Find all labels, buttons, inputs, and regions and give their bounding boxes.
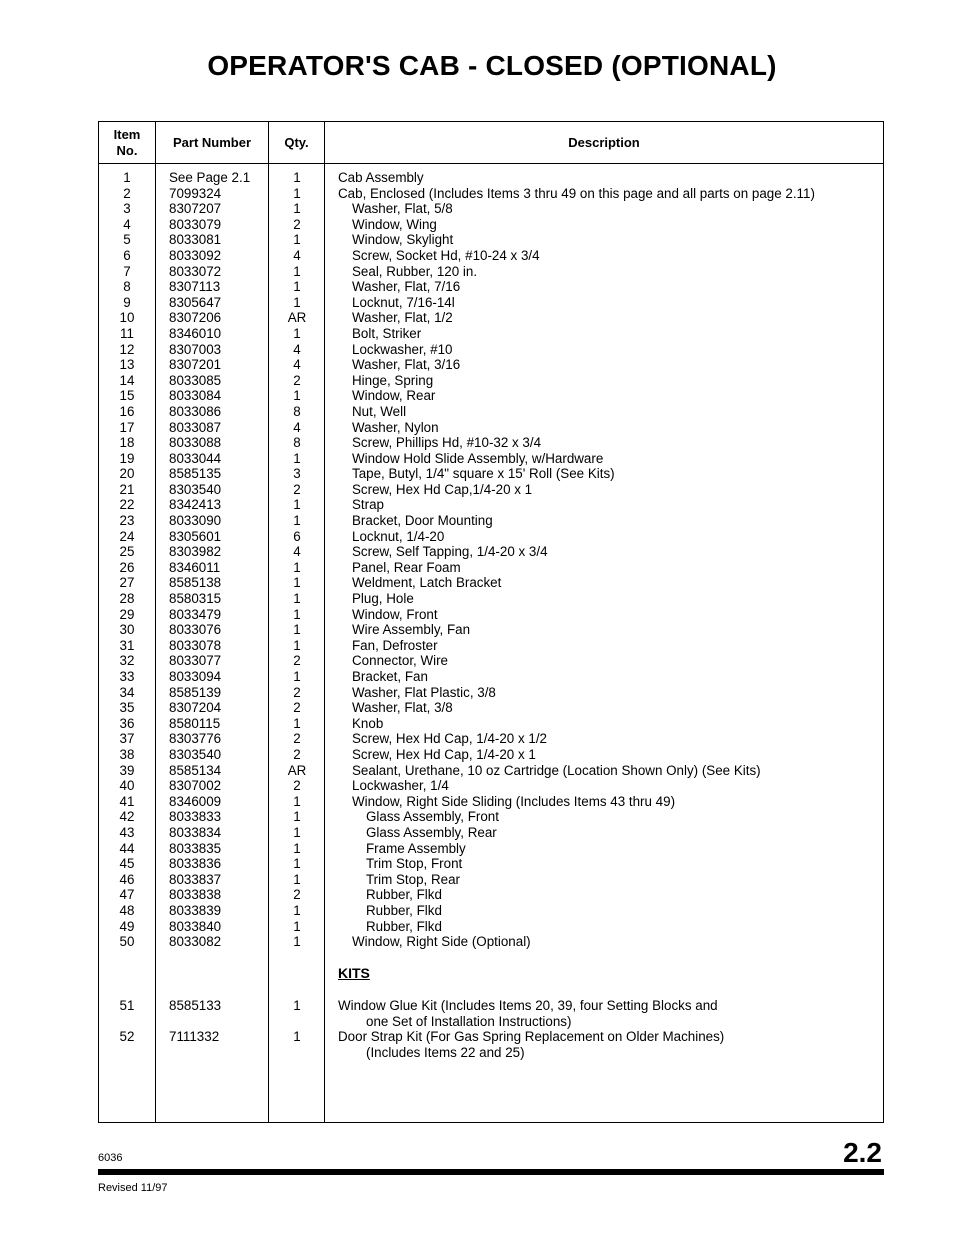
description: Bracket, Door Mounting: [352, 513, 493, 529]
table-row: [99, 825, 883, 841]
table-row: [99, 295, 883, 311]
table-row: [99, 778, 883, 794]
quantity: 4: [293, 341, 301, 357]
kits-heading: KITS: [338, 965, 370, 981]
table-row: [99, 934, 883, 950]
table-row: [99, 497, 883, 513]
part-number: 8303982: [169, 544, 222, 560]
item-number: 46: [119, 871, 135, 887]
table-row: [99, 466, 883, 482]
table-row: [99, 201, 883, 217]
header-item-no: [99, 122, 155, 163]
quantity: 1: [293, 591, 301, 607]
description: Window Glue Kit (Includes Items 20, 39, four Setting Blocks and: [338, 998, 718, 1013]
item-number: 32: [119, 653, 135, 669]
part-number: 8033072: [169, 263, 222, 279]
item-number: 21: [119, 481, 135, 497]
description: Window Hold Slide Assembly, w/Hardware: [352, 450, 604, 466]
table-row: [99, 232, 883, 248]
part-number: 8033081: [169, 232, 222, 248]
description: Washer, Nylon: [352, 419, 439, 435]
item-number: 1: [123, 170, 131, 185]
quantity: AR: [287, 310, 307, 326]
quantity: 6: [293, 528, 301, 544]
item-number: 40: [119, 778, 135, 794]
description: Seal, Rubber, 120 in.: [352, 263, 478, 279]
description: Rubber, Flkd: [366, 887, 442, 903]
table-row: [99, 326, 883, 342]
quantity: 4: [293, 247, 301, 263]
item-number: 39: [119, 762, 135, 778]
part-number: 8305601: [169, 528, 222, 544]
part-number: 8307201: [169, 357, 222, 373]
description: Screw, Phillips Hd, #10-32 x 3/4: [352, 435, 542, 451]
quantity: 4: [293, 544, 301, 560]
table-row: [99, 170, 883, 186]
part-number: 8033085: [169, 372, 222, 388]
item-number: 51: [119, 998, 135, 1013]
table-row: [99, 451, 883, 467]
description: Washer, Flat Plastic, 3/8: [352, 684, 496, 700]
description: Fan, Defroster: [352, 637, 438, 653]
item-number: 47: [119, 887, 135, 903]
item-number: 14: [119, 372, 135, 388]
item-number: 22: [119, 497, 135, 513]
quantity: 1: [293, 871, 301, 887]
description: Window, Skylight: [352, 232, 454, 248]
quantity: 1: [293, 902, 301, 918]
item-number: 33: [119, 669, 135, 684]
description: Screw, Hex Hd Cap, 1/4-20 x 1: [352, 746, 536, 762]
description: Nut, Well: [352, 403, 407, 419]
quantity: 1: [293, 918, 301, 934]
part-number: 8585138: [169, 575, 222, 591]
table-row: [99, 575, 883, 591]
part-number: 8580115: [169, 715, 221, 731]
quantity: 1: [293, 279, 301, 295]
part-number: 8307113: [169, 279, 221, 295]
table-row: [99, 342, 883, 358]
description: Washer, Flat, 1/2: [352, 310, 453, 326]
table-row: [99, 560, 883, 576]
document-code: 6036: [98, 1152, 123, 1164]
part-number: 8303540: [169, 746, 222, 762]
item-number: 3: [123, 201, 131, 217]
description: Frame Assembly: [366, 840, 466, 856]
part-number: 8033077: [169, 653, 222, 669]
description: Knob: [352, 715, 384, 731]
part-number: 8307207: [169, 201, 222, 217]
quantity: 2: [293, 778, 301, 794]
item-number: 16: [119, 403, 135, 419]
part-number: 8033090: [169, 513, 222, 529]
table-row: [99, 404, 883, 420]
footer-rule: [98, 1169, 884, 1175]
table-row: [99, 373, 883, 389]
item-number: 29: [119, 606, 135, 622]
description: Hinge, Spring: [352, 372, 434, 388]
table-row: [99, 264, 883, 280]
part-number: 8346010: [169, 325, 222, 341]
part-number: 8033836: [169, 856, 222, 872]
quantity: 2: [293, 887, 301, 903]
table-row: [99, 622, 883, 638]
item-number: 4: [123, 216, 131, 232]
part-number: 7111332: [169, 1029, 220, 1045]
item-number: 50: [119, 934, 135, 950]
part-number: 8033044: [169, 450, 222, 466]
description-continuation: (Includes Items 22 and 25): [366, 1044, 525, 1060]
part-number: 8342413: [169, 497, 222, 513]
part-number: 8303540: [169, 481, 222, 497]
description: Rubber, Flkd: [366, 902, 442, 918]
part-number: 8033835: [169, 840, 222, 856]
table-row: [99, 809, 883, 825]
part-number: 8307204: [169, 700, 222, 716]
parts-table: [98, 121, 884, 1123]
quantity: 1: [293, 715, 301, 731]
description: Screw, Socket Hd, #10-24 x 3/4: [352, 247, 540, 263]
revision-date: Revised 11/97: [98, 1182, 168, 1194]
item-number: 15: [119, 388, 135, 404]
item-number: 10: [119, 310, 135, 326]
description: Screw, Hex Hd Cap, 1/4-20 x 1/2: [352, 731, 548, 747]
table-row: [99, 607, 883, 623]
table-row: [99, 591, 883, 607]
quantity: 1: [293, 824, 301, 840]
table-row: [99, 747, 883, 763]
part-number: 8033086: [169, 403, 222, 419]
table-row: [99, 653, 883, 669]
quantity: 1: [293, 1029, 301, 1045]
part-number: 8033079: [169, 216, 222, 232]
quantity: 4: [293, 419, 301, 435]
kits-rows: [99, 998, 883, 1060]
quantity: 1: [293, 388, 301, 404]
quantity: 1: [293, 497, 301, 513]
part-number: 8580315: [169, 591, 222, 607]
part-number: 8585139: [169, 684, 222, 700]
part-number: 8033082: [169, 934, 222, 950]
part-number: 8307003: [169, 341, 222, 357]
item-number: 45: [119, 856, 135, 872]
part-number: 8033088: [169, 435, 222, 451]
kit-row-continuation: [99, 1014, 883, 1030]
description: Bracket, Fan: [352, 669, 428, 684]
table-row: [99, 420, 883, 436]
table-row: [99, 279, 883, 295]
description: Door Strap Kit (For Gas Spring Replacement on Older Machines): [338, 1029, 725, 1045]
kit-row-continuation: [99, 1045, 883, 1061]
description: Wire Assembly, Fan: [352, 622, 471, 638]
description: Trim Stop, Front: [366, 856, 463, 872]
quantity: 1: [293, 669, 301, 684]
description: Tape, Butyl, 1/4" square x 15' Roll (See Kits): [352, 466, 615, 482]
description: Window, Right Side Sliding (Includes Items 43 thru 49): [352, 793, 676, 809]
item-number: 36: [119, 715, 135, 731]
part-number: 8033837: [169, 871, 222, 887]
table-row: [99, 919, 883, 935]
header-part-number: Part Number: [172, 134, 252, 150]
description: Panel, Rear Foam: [352, 559, 461, 575]
table-row: [99, 529, 883, 545]
quantity: 2: [293, 684, 301, 700]
quantity: 1: [293, 637, 301, 653]
quantity: 1: [293, 809, 301, 825]
item-number: 35: [119, 700, 135, 716]
quantity: 1: [293, 793, 301, 809]
quantity: 2: [293, 700, 301, 716]
table-row: [99, 669, 883, 685]
part-number: 8033834: [169, 824, 222, 840]
parts-rows: [99, 170, 883, 950]
item-number: 7: [123, 263, 131, 279]
part-number: 8033833: [169, 809, 222, 825]
quantity: 1: [293, 325, 301, 341]
item-number: 42: [119, 809, 135, 825]
description: Washer, Flat, 5/8: [352, 201, 453, 217]
table-row: [99, 700, 883, 716]
quantity: 1: [293, 856, 301, 872]
description: Washer, Flat, 3/8: [352, 700, 453, 716]
part-number: 8033840: [169, 918, 222, 934]
header-divider: [99, 163, 883, 164]
part-number: 8033087: [169, 419, 222, 435]
table-row: [99, 435, 883, 451]
quantity: 1: [293, 263, 301, 279]
description: Sealant, Urethane, 10 oz Cartridge (Location Shown Only) (See Kits): [352, 762, 761, 778]
table-row: [99, 357, 883, 373]
description: Plug, Hole: [352, 591, 414, 607]
quantity: 1: [293, 513, 301, 529]
item-number: 8: [123, 279, 131, 295]
description: Window, Wing: [352, 216, 437, 232]
part-number: 8033076: [169, 622, 222, 638]
quantity: 1: [293, 559, 301, 575]
part-number: 8307206: [169, 310, 222, 326]
item-number: 12: [119, 341, 135, 357]
description: Screw, Self Tapping, 1/4-20 x 3/4: [352, 544, 548, 560]
item-number: 9: [123, 294, 131, 310]
description: Glass Assembly, Front: [366, 809, 499, 825]
part-number: 8585135: [169, 466, 222, 482]
part-number: See Page 2.1: [169, 170, 251, 185]
item-number: 31: [119, 637, 135, 653]
quantity: 2: [293, 731, 301, 747]
quantity: 1: [293, 450, 301, 466]
header-item-line2: No.: [116, 142, 138, 158]
description: Trim Stop, Rear: [366, 871, 461, 887]
description: Lockwasher, 1/4: [352, 778, 449, 794]
quantity: 8: [293, 435, 301, 451]
part-number: 8033084: [169, 388, 222, 404]
item-number: 38: [119, 746, 135, 762]
table-row: [99, 685, 883, 701]
quantity: 1: [293, 575, 301, 591]
item-number: 11: [120, 325, 134, 341]
quantity: 1: [293, 232, 301, 248]
quantity: 1: [293, 201, 301, 217]
description: Cab, Enclosed (Includes Items 3 thru 49 on this page and all parts on page 2.11): [338, 185, 815, 201]
table-row: [99, 217, 883, 233]
description: Lockwasher, #10: [352, 341, 453, 357]
description: Window, Rear: [352, 388, 436, 404]
item-number: 19: [119, 450, 135, 466]
table-row: [99, 544, 883, 560]
description: Glass Assembly, Rear: [366, 824, 497, 840]
item-number: 20: [119, 466, 135, 482]
quantity: 2: [293, 481, 301, 497]
part-number: 8033839: [169, 902, 222, 918]
item-number: 5: [123, 232, 131, 248]
table-row: [99, 872, 883, 888]
quantity: 2: [293, 653, 301, 669]
quantity: 1: [293, 840, 301, 856]
page-title: OPERATOR'S CAB - CLOSED (OPTIONAL): [207, 50, 777, 81]
table-row: [99, 638, 883, 654]
table-row: [99, 731, 883, 747]
part-number: 8033094: [169, 669, 222, 684]
part-number: 8585133: [169, 998, 222, 1013]
item-number: 52: [119, 1029, 135, 1045]
table-row: [99, 513, 883, 529]
item-number: 18: [119, 435, 135, 451]
item-number: 44: [119, 840, 135, 856]
description: Locknut, 1/4-20: [352, 528, 445, 544]
item-number: 30: [119, 622, 135, 638]
quantity: 2: [293, 372, 301, 388]
quantity: 1: [293, 934, 301, 950]
item-number: 25: [119, 544, 135, 560]
part-number: 8346011: [169, 559, 221, 575]
part-number: 8585134: [169, 762, 222, 778]
quantity: 3: [293, 466, 301, 482]
table-row: [99, 310, 883, 326]
quantity: 1: [293, 170, 301, 185]
item-number: 43: [119, 824, 135, 840]
part-number: 8307002: [169, 778, 222, 794]
item-number: 26: [119, 559, 135, 575]
item-number: 23: [119, 513, 135, 529]
part-number: 8305647: [169, 294, 222, 310]
table-row: [99, 841, 883, 857]
part-number: 8303776: [169, 731, 222, 747]
quantity: 4: [293, 357, 301, 373]
table-row: [99, 763, 883, 779]
item-number: 34: [119, 684, 135, 700]
table-row: [99, 186, 883, 202]
table-row: [99, 248, 883, 264]
table-row: [99, 388, 883, 404]
part-number: 8033479: [169, 606, 222, 622]
description: Bolt, Striker: [352, 325, 422, 341]
quantity: 2: [293, 746, 301, 762]
quantity: 8: [293, 403, 301, 419]
page-number: 2.2: [843, 1137, 882, 1168]
table-row: [99, 482, 883, 498]
part-number: 8346009: [169, 793, 222, 809]
item-number: 48: [119, 902, 135, 918]
description: Cab Assembly: [338, 170, 424, 185]
item-number: 41: [119, 793, 135, 809]
item-number: 49: [119, 918, 135, 934]
table-row: [99, 716, 883, 732]
description: Strap: [352, 497, 385, 513]
table-row: [99, 903, 883, 919]
description: Window, Right Side (Optional): [352, 934, 531, 950]
quantity: 2: [293, 216, 301, 232]
description: Window, Front: [352, 606, 438, 622]
kit-row: [99, 998, 883, 1014]
description-continuation: one Set of Installation Instructions): [366, 1013, 572, 1029]
item-number: 2: [123, 185, 131, 201]
part-number: 8033092: [169, 247, 222, 263]
quantity: 1: [293, 998, 301, 1013]
item-number: 24: [119, 528, 135, 544]
quantity: 1: [293, 622, 301, 638]
quantity: 1: [293, 185, 301, 201]
description: Screw, Hex Hd Cap,1/4-20 x 1: [352, 481, 533, 497]
item-number: 28: [119, 591, 135, 607]
quantity: 1: [293, 606, 301, 622]
header-description: Description: [568, 134, 640, 150]
description: Weldment, Latch Bracket: [352, 575, 502, 591]
table-row: [99, 887, 883, 903]
item-number: 37: [119, 731, 135, 747]
table-row: [99, 794, 883, 810]
header-item-line1: Item: [113, 126, 141, 142]
item-number: 27: [119, 575, 135, 591]
part-number: 7099324: [169, 185, 222, 201]
table-row: [99, 856, 883, 872]
item-number: 13: [119, 357, 135, 373]
part-number: 8033078: [169, 637, 222, 653]
item-number: 6: [123, 247, 131, 263]
quantity: 1: [293, 294, 301, 310]
part-number: 8033838: [169, 887, 222, 903]
item-number: 17: [119, 419, 135, 435]
quantity: AR: [287, 762, 307, 778]
kit-row: [99, 1029, 883, 1045]
description: Rubber, Flkd: [366, 918, 442, 934]
header-qty: Qty.: [284, 134, 309, 150]
description: Washer, Flat, 7/16: [352, 279, 461, 295]
description: Washer, Flat, 3/16: [352, 357, 461, 373]
description: Locknut, 7/16-14l: [352, 294, 455, 310]
description: Connector, Wire: [352, 653, 449, 669]
